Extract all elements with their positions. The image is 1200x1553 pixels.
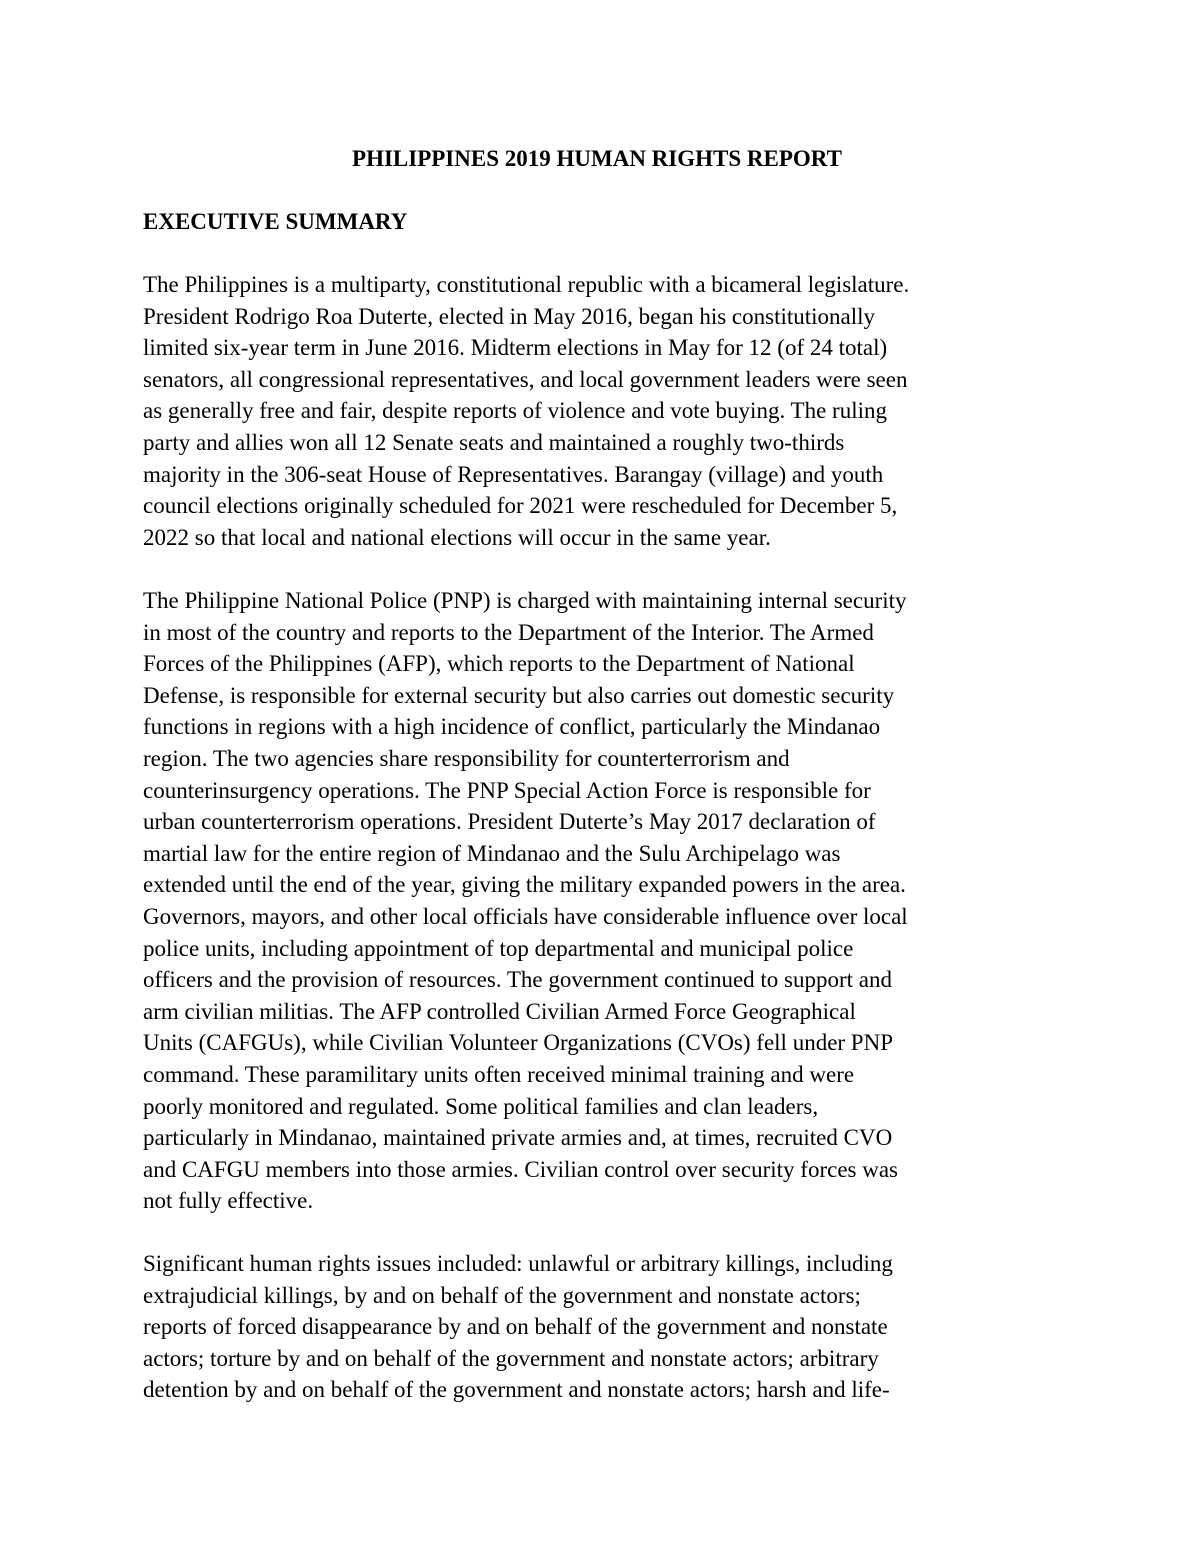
paragraph-line: President Rodrigo Roa Duterte, elected in May 2016, began his constitutionally <box>143 303 876 329</box>
paragraph-line: urban counterterrorism operations. President Duterte’s May 2017 declaration of <box>143 809 876 835</box>
paragraph-line: The Philippines is a multiparty, constitutional republic with a bicameral legislature. <box>143 272 910 297</box>
paragraph-line: functions in regions with a high incidence of conflict, particularly the Mindanao <box>143 714 881 740</box>
paragraph-security-forces <box>143 585 1063 1217</box>
paragraph-line: extended until the end of the year, giving the military expanded powers in the area. <box>143 872 906 898</box>
paragraph-line: region. The two agencies share responsibility for counterterrorism and <box>143 745 790 771</box>
paragraph-line: particularly in Mindanao, maintained private armies and, at times, recruited CVO <box>143 1125 893 1151</box>
paragraph-line: Forces of the Philippines (AFP), which reports to the Department of National <box>143 651 855 677</box>
document-title: PHILIPPINES 2019 HUMAN RIGHTS REPORT <box>352 146 842 171</box>
paragraph-line: as generally free and fair, despite reports of violence and vote buying. The ruling <box>143 398 887 424</box>
paragraph-human-rights-issues <box>143 1248 1063 1406</box>
paragraph-line: command. These paramilitary units often received minimal training and were <box>143 1061 855 1087</box>
paragraph-line: martial law for the entire region of Mindanao and the Sulu Archipelago was <box>143 840 841 866</box>
paragraph-line: detention by and on behalf of the government and nonstate actors; harsh and life- <box>143 1377 890 1403</box>
paragraph-line: majority in the 306-seat House of Representatives. Barangay (village) and youth <box>143 461 884 487</box>
paragraph-line: limited six-year term in June 2016. Midterm elections in May for 12 (of 24 total) <box>143 335 888 361</box>
paragraph-line: party and allies won all 12 Senate seats and maintained a roughly two-thirds <box>143 429 845 455</box>
paragraph-government-overview <box>143 269 1063 553</box>
paragraph-line: Defense, is responsible for external security but also carries out domestic security <box>143 682 895 708</box>
section-heading-executive-summary: EXECUTIVE SUMMARY <box>143 209 408 234</box>
paragraph-line: in most of the country and reports to the Department of the Interior. The Armed <box>143 619 874 645</box>
paragraph-line: 2022 so that local and national elections will occur in the same year. <box>143 524 771 550</box>
paragraph-line: actors; torture by and on behalf of the government and nonstate actors; arbitrary <box>143 1345 879 1371</box>
paragraph-line: council elections originally scheduled for 2021 were rescheduled for December 5, <box>143 493 898 519</box>
paragraph-line: and CAFGU members into those armies. Civilian control over security forces was <box>143 1156 899 1182</box>
paragraph-line: reports of forced disappearance by and on behalf of the government and nonstate <box>143 1314 888 1340</box>
paragraph-line: senators, all congressional representatives, and local government leaders were seen <box>143 366 908 392</box>
paragraph-line: arm civilian militias. The AFP controlled Civilian Armed Force Geographical <box>143 998 856 1024</box>
paragraph-line: Significant human rights issues included: unlawful or arbitrary killings, including <box>143 1251 893 1276</box>
paragraph-line: police units, including appointment of top departmental and municipal police <box>143 935 854 961</box>
paragraph-line: Governors, mayors, and other local officials have considerable influence over local <box>143 903 908 929</box>
paragraph-line: counterinsurgency operations. The PNP Special Action Force is responsible for <box>143 777 871 803</box>
paragraph-line: not fully effective. <box>143 1188 314 1214</box>
paragraph-line: officers and the provision of resources. The government continued to support and <box>143 967 893 993</box>
paragraph-line: Units (CAFGUs), while Civilian Volunteer Organizations (CVOs) fell under PNP <box>143 1030 894 1056</box>
paragraph-line: extrajudicial killings, by and on behalf of the government and nonstate actors; <box>143 1282 861 1308</box>
paragraph-line: The Philippine National Police (PNP) is charged with maintaining internal security <box>143 588 907 613</box>
paragraph-line: poorly monitored and regulated. Some political families and clan leaders, <box>143 1093 819 1119</box>
